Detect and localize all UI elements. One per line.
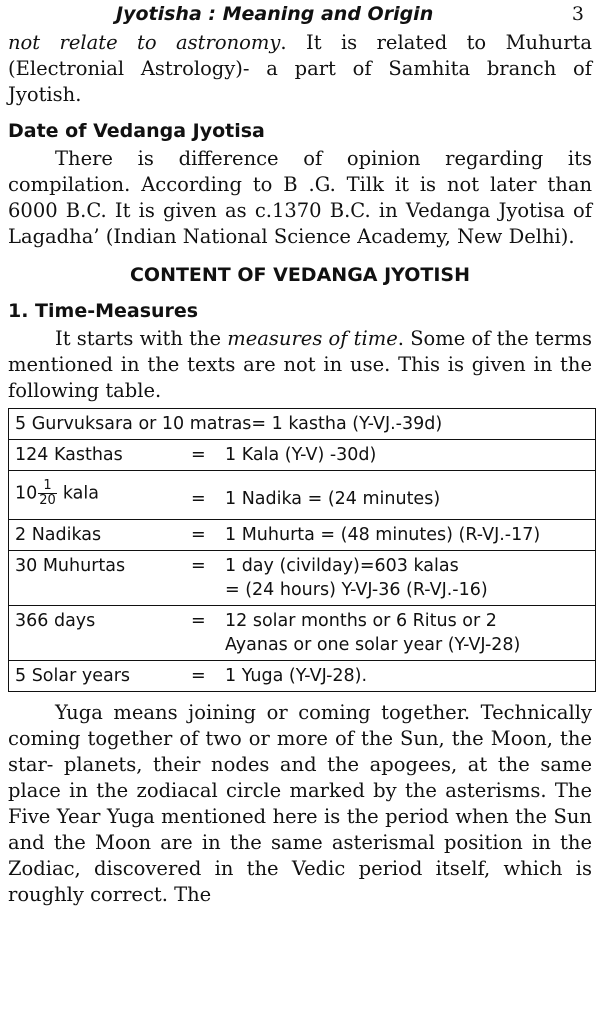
table-row [9,606,595,661]
table-cell-equals: = [191,556,206,576]
table-cell-equals: = [191,525,206,545]
time-para-start: It starts with the [55,327,228,350]
table-cell-left: 5 Solar years [15,666,131,686]
time-para-italic: measures of time [227,327,398,350]
table-cell-right [225,609,589,657]
table-cell-left: 366 days [15,611,96,631]
heading-content: CONTENT OF VEDANGA JYOTISH [129,264,471,286]
fraction-numerator: 1 [38,479,57,494]
table-cell-right: 1 Yuga (Y-VJ-28). [225,666,368,686]
table-cell-right: 1 Nadika = (24 minutes) [225,489,441,509]
table-cell-equals: = [191,611,206,631]
heading-time-measures: 1. Time-Measures [8,300,199,322]
fraction-unit: kala [62,483,99,504]
table-cell-full: 5 Gurvuksara or 10 matras= 1 kastha (Y-VJ.-39d) [15,414,443,434]
table-cell-equals: = [191,666,206,686]
table-cell-left [15,479,191,508]
table-cell-left: 124 Kasthas [15,445,123,465]
table-cell-line: 1 day (civilday)=603 kalas [225,556,459,576]
table-cell-left: 30 Muhurtas [15,556,126,576]
intro-italic: not relate to astronomy [8,31,281,54]
table-row [9,471,595,520]
table-cell-right: 1 Kala (Y-V) -30d) [225,445,377,465]
intro-rest: . It is related to Muhurta (Electronial Astrology)- a part of Samhita branch of Jyotish. [8,31,593,106]
page-number: 3 [571,3,584,25]
date-paragraph: There is difference of opinion regarding its compilation. According to B .G. Tilk it is not later than 6000 B.C. It is given as c.1370 B.C. in Vedanga Jyotisa of Lagadha’ (Indian National Science Academy, New Delhi). [8,147,592,248]
table-row [9,440,595,471]
table-row [9,409,595,440]
table-row [9,520,595,551]
table-cell-left: 2 Nadikas [15,525,102,545]
running-title: Jyotisha : Meaning and Origin [116,3,434,25]
table-cell-right [225,554,589,602]
page-header [8,0,592,30]
table-cell-line: = (24 hours) Y-VJ-36 (R-VJ.-16) [225,580,488,600]
table-row [9,551,595,606]
fraction-denominator: 20 [39,493,56,508]
time-measures-table [8,408,596,692]
time-para-end: . Some of the terms mentioned in the texts are not in use. This is given in the following table. [8,327,593,402]
yuga-paragraph: Yuga means joining or coming together. Technically coming together of two or more of the Sun, the Moon, the star- planets, their nodes and the apogees, at the same place in the zodiacal circle marked by the asterisms. The Five Year Yuga mentioned here is the period when the Sun and the Moon are in the same asterismal position in the Zodiac, discovered in the Vedic period itself, which is roughly correct. The [8,701,592,906]
heading-date: Date of Vedanga Jyotisa [8,120,265,142]
intro-paragraph [8,30,592,108]
fraction [38,479,57,508]
table-cell-right: 1 Muhurta = (48 minutes) (R-VJ.-17) [225,525,541,545]
table-row [9,661,595,691]
time-measures-paragraph [8,326,592,404]
fraction-integer: 10 [15,483,38,504]
table-cell-equals: = [191,489,206,509]
table-cell-line: 12 solar months or 6 Ritus or 2 [225,611,497,631]
table-cell-line: Ayanas or one solar year (Y-VJ-28) [225,635,521,655]
table-cell-equals: = [191,445,206,465]
